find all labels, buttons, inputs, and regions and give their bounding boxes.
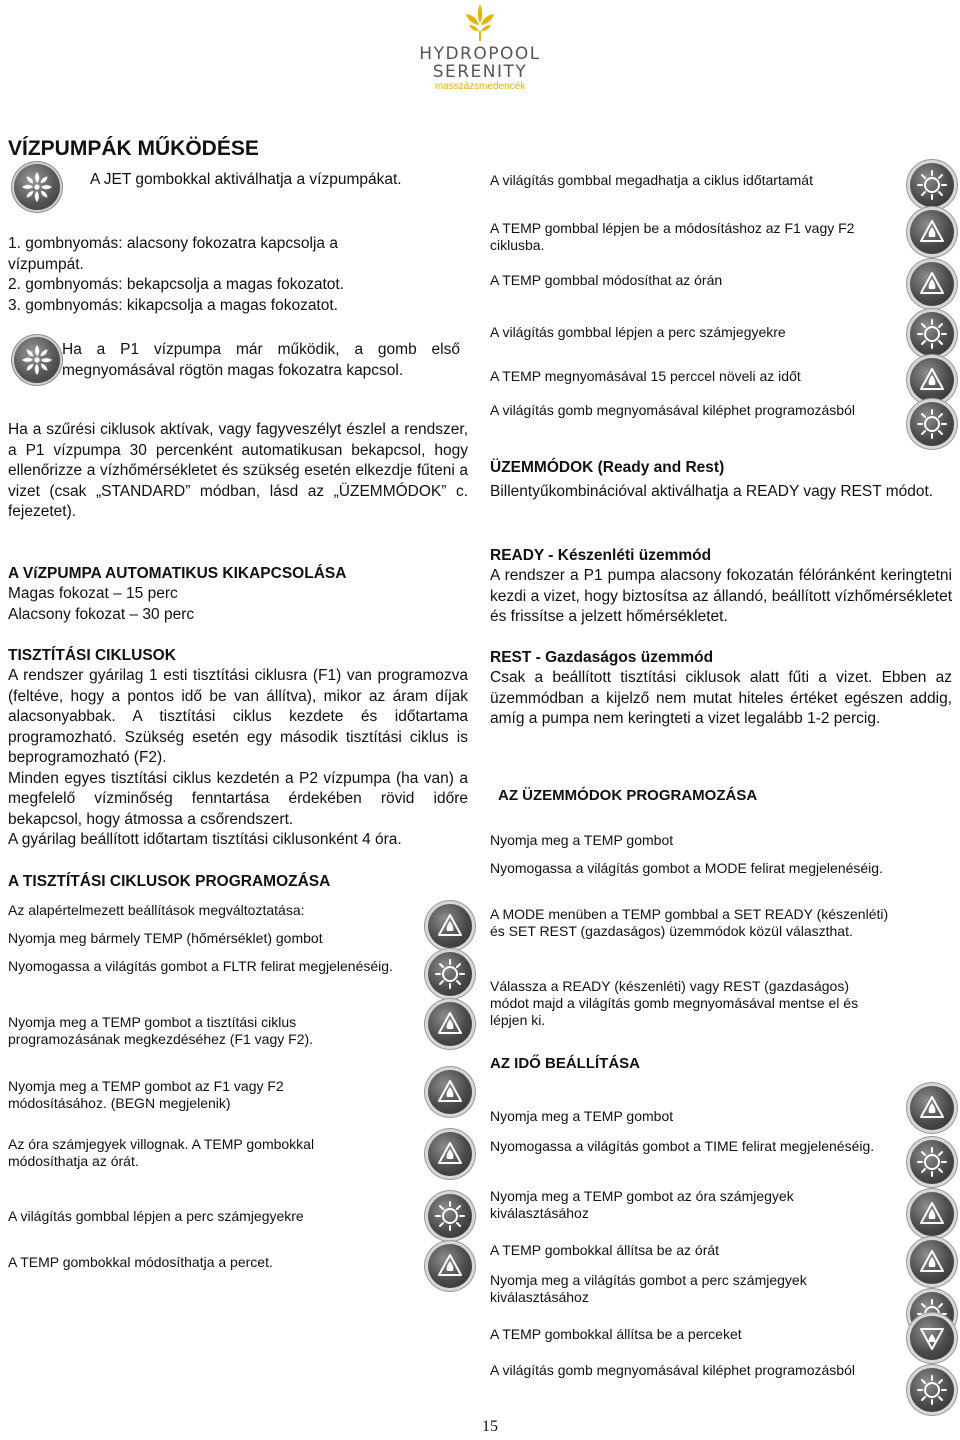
right-step-1: A világítás gombbal megadhatja a ciklus időtartamát	[490, 172, 813, 188]
brand-tagline: masszázsmedencék	[434, 81, 526, 92]
mode-step-3: A MODE menüben a TEMP gombbal a SET READY (készenléti) és SET REST (gazdaságos) üzemmódok közül választhat.	[490, 906, 889, 939]
temp-button-icon	[910, 1192, 954, 1236]
temp-button-icon	[910, 1240, 954, 1284]
modes-intro: Billentyűkombinációval aktiválhatja a READY vagy REST módot.	[490, 483, 934, 500]
prog-step-7: A TEMP gombokkal módosíthatja a percet.	[8, 1254, 273, 1270]
prog-step-5: Az óra számjegyek villognak. A TEMP gombokkal módosíthatja az órát.	[8, 1136, 315, 1169]
time-heading: AZ IDŐ BEÁLLÍTÁSA	[490, 1055, 640, 1072]
jet-button-icon	[14, 337, 60, 383]
filter-paragraph: Ha a szűrési ciklusok aktívak, vagy fagyveszélyt észlel a rendszer, a P1 vízpumpa 30 percenként automatikusan bekapcsol, hogy ellenőrizze a vízhőmérsékletet és szükség esetén elkezdje fűteni a vizet (csak „STANDARD” módban, lásd az „ÜZEMMÓDOK” c. fejezetet).	[8, 421, 468, 520]
temp-down-button-icon	[910, 1316, 954, 1360]
mode-step-1: Nyomja meg a TEMP gombot	[490, 832, 674, 848]
right-step-6: A világítás gomb megnyomásával kiléphet programozásból	[490, 402, 855, 418]
light-button-icon	[910, 1368, 954, 1412]
p1-note: Ha a P1 vízpumpa már működik, a gomb első megnyomásával rögtön magas fokozatra kapcsol.	[62, 341, 460, 379]
temp-button-icon	[428, 1070, 472, 1114]
jet-intro: A JET gombokkal aktiválhatja a vízpumpákat.	[90, 171, 402, 188]
logo-mark-icon	[462, 0, 498, 44]
light-button-icon	[910, 402, 954, 446]
cleaning-body	[8, 666, 468, 851]
programming-heading: A TISZTÍTÁSI CIKLUSOK PROGRAMOZÁSA	[8, 873, 331, 890]
mode-step-2: Nyomogassa a világítás gombot a MODE felirat megjelenéséig.	[490, 860, 883, 876]
prog-step-4: Nyomja meg a TEMP gombot az F1 vagy F2 módosításához. (BEGN megjelenik)	[8, 1078, 284, 1111]
cleaning-para-3: A gyárilag beállított időtartam tisztítási ciklusonként 4 óra.	[8, 831, 402, 848]
press-list	[8, 234, 408, 316]
prog-step-1: Nyomja meg bármely TEMP (hőmérséklet) gombot	[8, 930, 323, 946]
temp-button-icon	[910, 210, 954, 254]
time-step-6: A TEMP gombokkal állítsa be a perceket	[490, 1326, 742, 1342]
time-step-1: Nyomja meg a TEMP gombot	[490, 1108, 674, 1124]
light-button-icon	[428, 952, 472, 996]
prog-step-3: Nyomja meg a TEMP gombot a tisztítási ciklus programozásának megkezdéséhez (F1 vagy F2).	[8, 1014, 314, 1047]
page-number: 15	[482, 1418, 498, 1435]
ready-text: A rendszer a P1 pumpa alacsony fokozatán félóránként keringtetni kezdi a vizet, hogy biztosítsa az állandó, beállított vízhőmérsékletet és frissítse a jelzett hőmérsékletet.	[490, 567, 952, 625]
cleaning-heading: TISZTÍTÁSI CIKLUSOK	[8, 647, 176, 664]
mode-step-4: Válassza a READY (készenléti) vagy REST (gazdaságos) módot majd a világítás gomb megnyomásával mentse el és lépjen ki.	[490, 978, 859, 1028]
temp-button-icon	[428, 904, 472, 948]
prog-step-2: Nyomogassa a világítás gombot a FLTR felirat megjelenéséig.	[8, 958, 393, 974]
programming-intro: Az alapértelmezett beállítások megváltoztatása:	[8, 902, 305, 918]
time-step-7: A világítás gomb megnyomásával kiléphet programozásból	[490, 1362, 855, 1378]
time-step-2: Nyomogassa a világítás gombot a TIME felirat megjelenéséig.	[490, 1138, 875, 1154]
auto-off-heading: A VíZPUMPA AUTOMATIKUS KIKAPCSOLÁSA	[8, 565, 347, 582]
right-step-2: A TEMP gombbal lépjen be a módosításhoz az F1 vagy F2 ciklusba.	[490, 220, 855, 253]
ready-heading: READY - Készenléti üzemmód	[490, 547, 712, 564]
rest-heading: REST - Gazdaságos üzemmód	[490, 649, 714, 666]
press-item-3: 3. gombnyomás: kikapcsolja a magas fokozatot.	[8, 296, 338, 314]
auto-off-high: Magas fokozat – 15 perc	[8, 585, 178, 602]
time-step-3: Nyomja meg a TEMP gombot az óra számjegyek kiválasztásához	[490, 1188, 794, 1221]
rest-text: Csak a beállított tisztítási ciklusok alatt fűti a vizet. Ebben az üzemmódban a kijelző nem mutat hiteles értéket egészen addig, amíg a pumpa nem keringteti a vizet legalább 1-2 percig.	[490, 669, 952, 727]
temp-button-icon	[910, 358, 954, 402]
press-item-2: 2. gombnyomás: bekapcsolja a magas fokozatot.	[8, 276, 345, 293]
light-button-icon	[910, 163, 954, 207]
light-button-icon	[428, 1194, 472, 1238]
right-step-3: A TEMP gombbal módosíthat az órán	[490, 272, 723, 288]
time-step-4: A TEMP gombokkal állítsa be az órát	[490, 1242, 720, 1258]
right-step-5: A TEMP megnyomásával 15 perccel növeli az időt	[490, 368, 801, 384]
brand-logo	[400, 0, 560, 96]
mode-programming-heading: AZ ÜZEMMÓDOK PROGRAMOZÁSA	[498, 787, 758, 804]
page-title: VÍZPUMPÁK MŰKÖDÉSE	[8, 137, 259, 160]
jet-button-icon	[14, 164, 60, 210]
temp-button-icon	[428, 1244, 472, 1288]
time-step-5: Nyomja meg a világítás gombot a perc számjegyek kiválasztásához	[490, 1272, 807, 1305]
temp-button-icon	[428, 1002, 472, 1046]
brand-name-line2: SERENITY	[432, 62, 528, 82]
temp-button-icon	[910, 1086, 954, 1130]
modes-heading: ÜZEMMÓDOK (Ready and Rest)	[490, 459, 725, 476]
prog-step-6: A világítás gombbal lépjen a perc számjegyekre	[8, 1208, 304, 1224]
light-button-icon	[910, 312, 954, 356]
auto-off-low: Alacsony fokozat – 30 perc	[8, 606, 195, 623]
right-step-4: A világítás gombbal lépjen a perc számjegyekre	[490, 324, 786, 340]
press-item-1: 1. gombnyomás: alacsony fokozatra kapcsolja a vízpumpát.	[8, 235, 338, 273]
brand-name-line1: HYDROPOOL	[419, 44, 541, 64]
temp-button-icon	[910, 262, 954, 306]
cleaning-para-1: A rendszer gyárilag 1 esti tisztítási ciklusra (F1) van programozva (feltéve, hogy a pontos idő be van állítva), mikor az áram díjak alacsonyabbak. A tisztítási ciklus kezdete és időtartama programozható. Szükség esetén egy második tisztítási ciklus is beprogramozható (F2).	[8, 667, 468, 766]
light-button-icon	[910, 1140, 954, 1184]
cleaning-para-2: Minden egyes tisztítási ciklus kezdetén a P2 vízpumpa (ha van) a megfelelő vízminőség fenntartása érdekében rövid időre bekapcsol, hogy átmossa a csőrendszert.	[8, 769, 468, 828]
temp-button-icon	[428, 1132, 472, 1176]
